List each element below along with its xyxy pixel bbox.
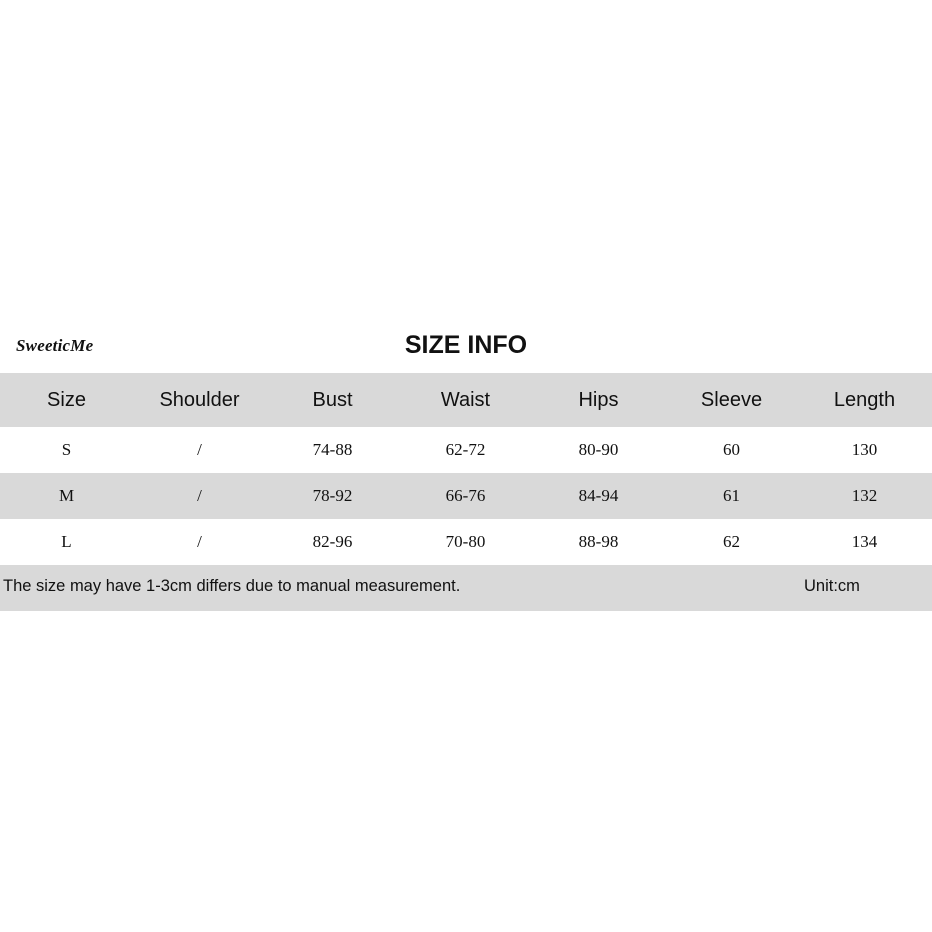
table-header-row	[0, 373, 932, 427]
header-bust: Bust	[312, 388, 353, 411]
brand-logo: SweeticMe	[16, 336, 94, 355]
measurement-note: The size may have 1-3cm differs due to manual measurement.	[3, 577, 461, 595]
cell-shoulder: /	[197, 532, 202, 551]
table-row-l	[0, 519, 932, 565]
cell-waist: 62-72	[445, 440, 486, 459]
table-footer-row	[0, 565, 932, 611]
header-hips: Hips	[578, 388, 619, 411]
cell-length: 130	[851, 440, 878, 459]
table-row-s	[0, 427, 932, 473]
cell-hips: 84-94	[578, 486, 619, 505]
cell-size: S	[61, 440, 72, 459]
cell-waist: 66-76	[445, 486, 486, 505]
cell-length: 134	[851, 532, 878, 551]
cell-shoulder: /	[197, 440, 202, 459]
unit-label: Unit:cm	[804, 577, 860, 595]
cell-hips: 80-90	[578, 440, 619, 459]
page-title: SIZE INFO	[404, 331, 528, 359]
cell-bust: 78-92	[312, 486, 353, 505]
header-waist: Waist	[440, 388, 491, 411]
cell-size: L	[61, 532, 72, 551]
cell-size: M	[58, 486, 75, 505]
cell-waist: 70-80	[445, 532, 486, 551]
header-size: Size	[47, 388, 86, 411]
cell-sleeve: 60	[723, 440, 740, 459]
cell-hips: 88-98	[578, 532, 619, 551]
cell-sleeve: 62	[723, 532, 740, 551]
cell-sleeve: 61	[723, 486, 740, 505]
header-length: Length	[833, 388, 896, 411]
cell-bust: 74-88	[312, 440, 353, 459]
cell-length: 132	[851, 486, 878, 505]
header-sleeve: Sleeve	[700, 388, 763, 411]
cell-shoulder: /	[197, 486, 202, 505]
header-shoulder: Shoulder	[159, 388, 240, 411]
table-row-m	[0, 473, 932, 519]
cell-bust: 82-96	[312, 532, 353, 551]
size-table	[0, 373, 932, 611]
